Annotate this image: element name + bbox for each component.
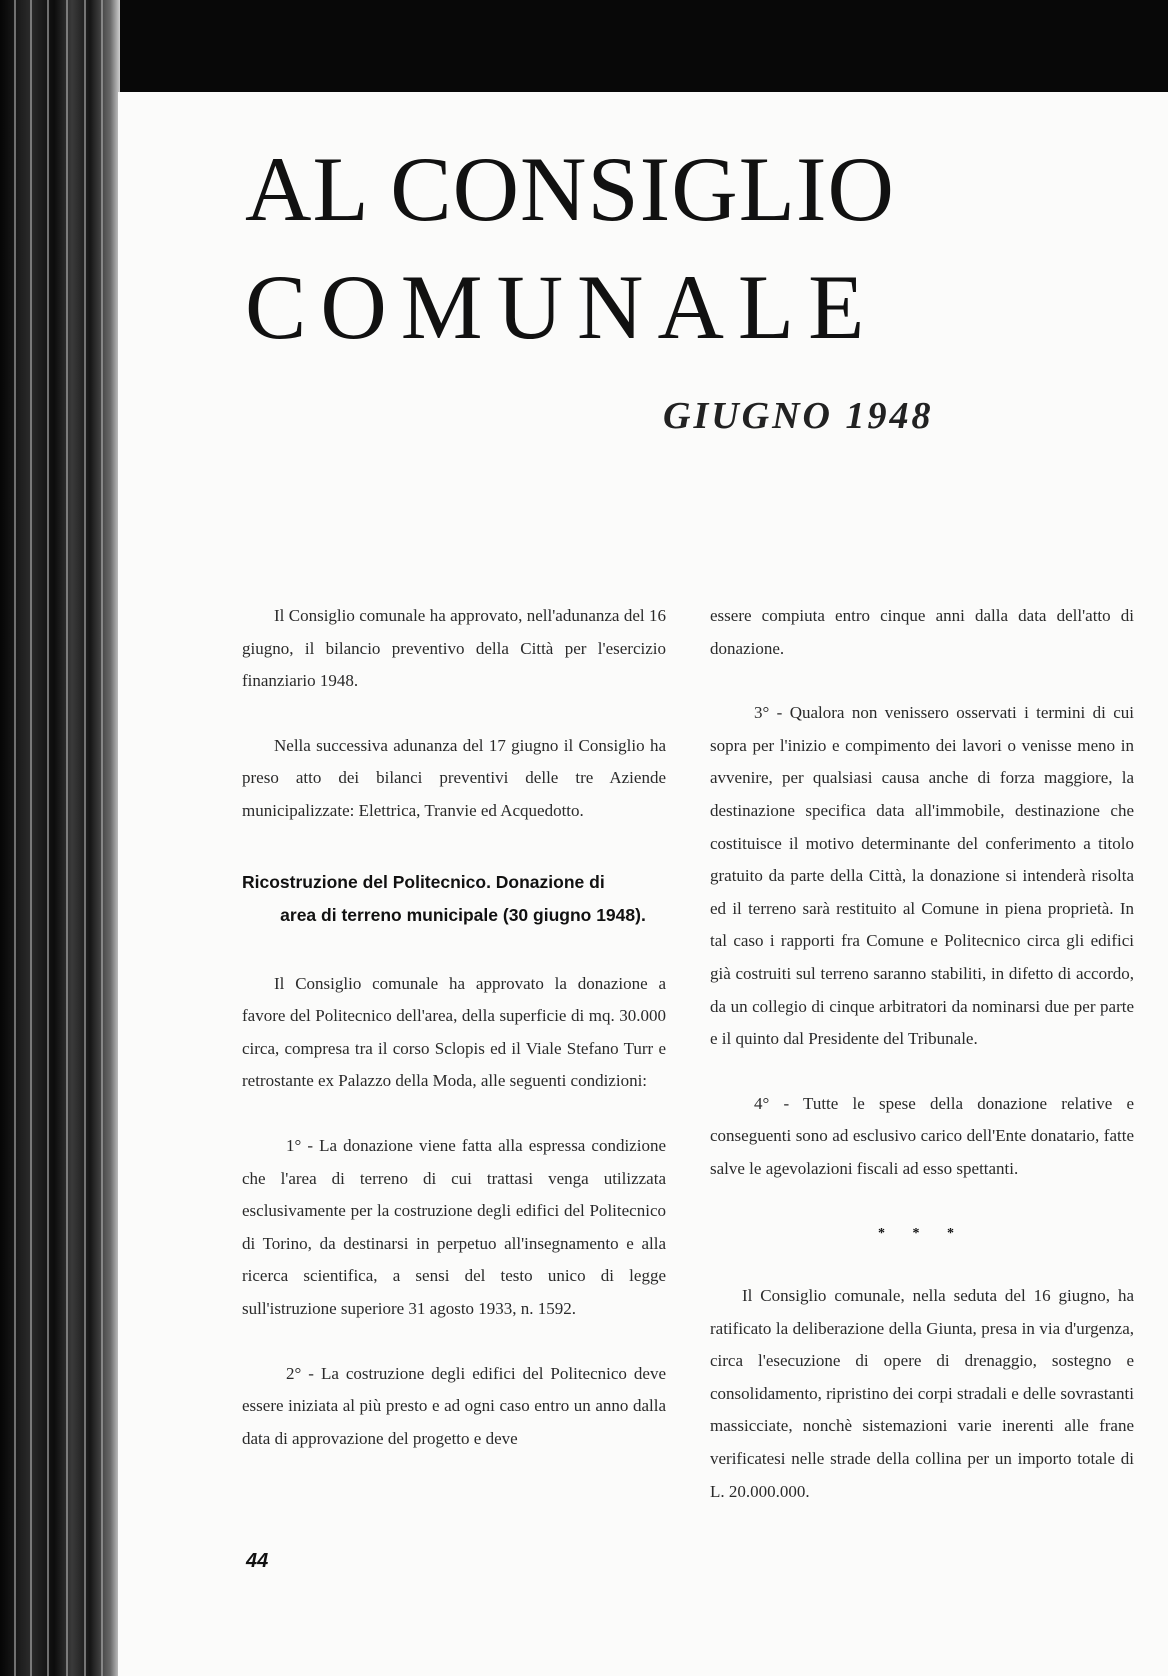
paragraph-condizione-4: 4° - Tutte le spese della donazione relative e conseguenti sono ad esclusivo carico dell'Ente donatario, fatte salve le agevolazioni fiscali ad esso spettanti. [710,1093,1134,1178]
right-column [710,600,1134,1540]
left-column [242,600,666,1487]
section-heading-line2: area di terreno municipale (30 giugno 1948). [280,904,646,925]
page-title-line2: COMUNALE [245,256,879,358]
book-spine [0,0,120,1676]
section-heading [242,866,666,932]
paragraph-condizione-1: 1° - La donazione viene fatta alla espressa condizione che l'area di terreno di cui trattasi venga utilizzata esclusivamente per la costruzione degli edifici del Politecnico di Torino, da destinarsi in perpetuo all'insegnamento e alla ricerca scientifica, a sensi del testo unico di legge sull'istruzione superiore 31 agosto 1933, n. 1592. [242,1135,666,1318]
paragraph-condizione-2: 2° - La costruzione degli edifici del Politecnico deve essere iniziata al più presto e ad ogni caso entro un anno dalla data di approvazione del progetto e deve [242,1363,666,1448]
issue-date: GIUGNO 1948 [663,395,934,437]
paragraph-frane: Il Consiglio comunale, nella seduta del 16 giugno, ha ratificato la deliberazione della Giunta, presa in via d'urgenza, circa l'esecuzione di opere di drenaggio, sostegno e consolidamento, ripristino dei corpi stradali e delle sovrastanti massicciate, nonchè sistemazioni varie inerenti alle frane verificatesi nelle strade della collina per un importo totale di L. 20.000.000. [710,1286,1134,1501]
paragraph-aziende: Nella successiva adunanza del 17 giugno il Consiglio ha preso atto dei bilanci preventivi delle tre Aziende municipalizzate: Elettrica, Tranvie ed Acquedotto. [242,735,666,820]
paragraph-bilancio: Il Consiglio comunale ha approvato, nell'adunanza del 16 giugno, il bilancio preventivo della Città per l'esercizio finanziario 1948. [242,606,666,691]
section-heading-line1: Ricostruzione del Politecnico. Donazione di [242,871,605,892]
section-separator: * * * [878,1225,966,1241]
scan-top-border [0,0,1168,92]
paragraph-condizione-3: 3° - Qualora non venissero osservati i termini di cui sopra per l'inizio e compimento dei lavori o venisse meno in avvenire, per qualsiasi causa anche di forza maggiore, la destinazione specifica data all'immobile, destinazione che costituisce il motivo determinante del conferimento a titolo gratuito da parte della Città, la donazione si intenderà risolta ed il terreno sarà restituito al Comune in piena proprietà. In tal caso i rapporti fra Comune e Politecnico circa gli edifici già costruiti sul terreno saranno stabiliti, in difetto di accordo, da un collegio di cinque arbitratori da nominarsi due per parte e il quinto dal Presidente del Tribunale. [710,703,1134,1049]
page-title-line1: AL CONSIGLIO [245,138,895,240]
paragraph-donazione: Il Consiglio comunale ha approvato la donazione a favore del Politecnico dell'area, della superficie di mq. 30.000 circa, compresa tra il corso Sclopis ed il Viale Stefano Turr e retrostante ex Palazzo della Moda, alle seguenti condizioni: [242,973,666,1091]
paragraph-condizione-2-cont: essere compiuta entro cinque anni dalla data dell'atto di donazione. [710,606,1134,658]
page-number: 44 [246,1550,269,1572]
